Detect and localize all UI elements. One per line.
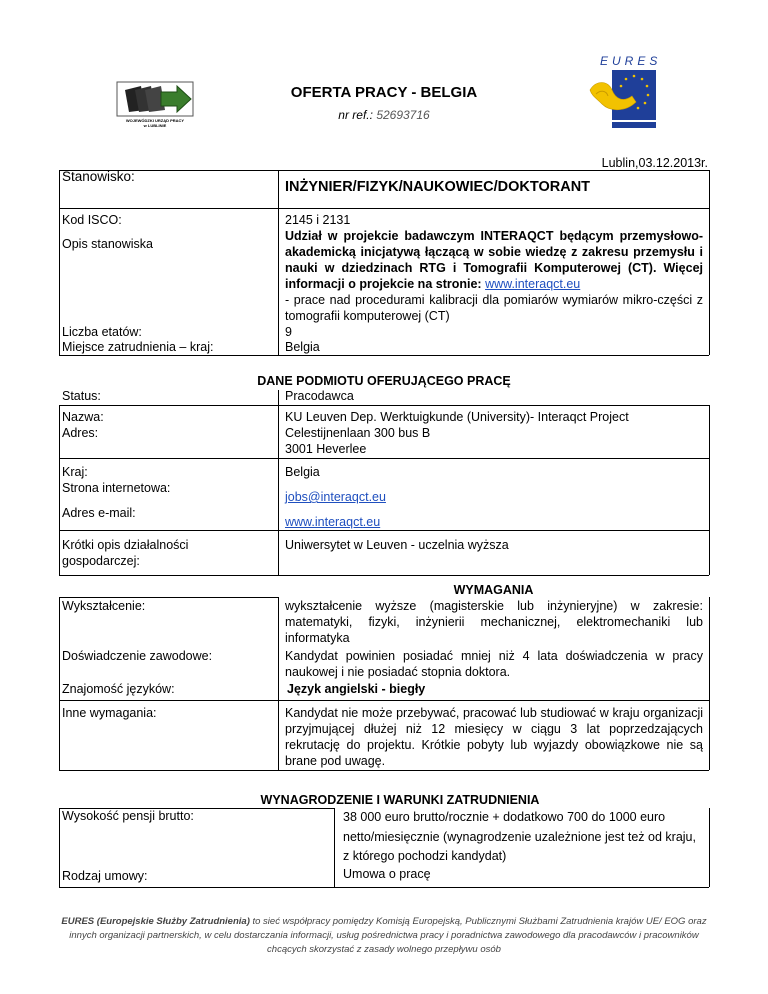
strona-label: Strona internetowa: xyxy=(62,481,171,495)
email-label: Adres e-mail: xyxy=(62,506,136,520)
pensja-value: 38 000 euro brutto/rocznie + dodatkowo 700 do 1000 euro netto/miesięcznie (wynagrodzenie uzależnione jest też od kraju, z którego pochodzi kandydat) xyxy=(343,810,696,863)
dzialalnosc-value: Uniwersytet w Leuven - uczelnia wyższa xyxy=(285,538,509,552)
page-title: OFERTA PRACY - BELGIA xyxy=(290,84,478,101)
etaty-label: Liczba etatów: xyxy=(62,325,142,339)
opis-value xyxy=(285,228,703,324)
isco-label: Kod ISCO: xyxy=(62,213,122,227)
wyksztalcenie-label: Wykształcenie: xyxy=(62,599,146,613)
inne-value: Kandydat nie może przebywać, pracować lub studiować w kraju organizacji przyjmującej dłużej niż 12 miesięcy w ciągu 3 lat poprzedzających rekrutację do projektu. Krótkie pobyty lub wyjazdy obowiązkowe nie są brane pod uwagę. xyxy=(285,706,703,768)
doswiadczenie-label: Doświadczenie zawodowe: xyxy=(62,649,213,663)
doswiadczenie-value: Kandydat powinien posiadać mniej niż 4 lata doświadczenia w pracy naukowej i nie posiadać stopnia doktora. xyxy=(285,649,703,679)
nazwa-value: KU Leuven Dep. Werktuigkunde (University)- Interaqct Project xyxy=(285,410,629,424)
reference-number: nr ref.: 52693716 xyxy=(338,108,430,122)
opis-project-link[interactable]: www.interaqct.eu xyxy=(485,277,581,291)
inne-label: Inne wymagania: xyxy=(62,706,157,720)
kraj-value: Belgia xyxy=(285,465,320,479)
status-label: Status: xyxy=(62,389,101,403)
eures-logo xyxy=(582,50,662,130)
umowa-value: Umowa o pracę xyxy=(343,867,431,881)
jezyki-label: Znajomość języków: xyxy=(62,682,175,696)
opis-bold-text: Udział w projekcie badawczym INTERAQCT będącym przemysłowo-akademicką inicjatywą łączącą w sobie wiedzę z zakresu przemysłu i nauki w dziedzinach RTG i Tomografii Komputerowej (CT). Więcej informacji o projekcie na stronie: xyxy=(285,229,703,291)
kraj-label: Kraj: xyxy=(62,465,88,479)
etaty-value: 9 xyxy=(285,325,292,339)
miejsce-value: Belgia xyxy=(285,340,320,354)
dzialalnosc-label: Krótki opis działalności gospodarczej: xyxy=(62,538,189,568)
isco-value: 2145 i 2131 xyxy=(285,213,351,227)
wup-logo xyxy=(115,80,195,135)
stanowisko-label: Stanowisko: xyxy=(62,169,135,184)
wyksztalcenie-value: wykształcenie wyższe (magisterskie lub inżynieryjne) w zakresie: matematyki, fizyki, inżynierii mechanicznej, elektromechaniki lub informatyka xyxy=(285,599,703,645)
umowa-label: Rodzaj umowy: xyxy=(62,869,148,883)
salary-section-title: WYNAGRODZENIE I WARUNKI ZATRUDNIENIA xyxy=(260,793,540,807)
adres-line-2: 3001 Heverlee xyxy=(285,442,367,456)
opis-normal-text: - prace nad procedurami kalibracji dla pomiarów wymiarów mikro-części z tomografii komputerowej (CT) xyxy=(285,293,703,323)
miejsce-label: Miejsce zatrudnienia – kraj: xyxy=(62,340,214,354)
email-link[interactable]: www.interaqct.eu xyxy=(285,515,381,529)
pensja-label: Wysokość pensji brutto: xyxy=(62,809,194,823)
strona-link[interactable]: jobs@interaqct.eu xyxy=(285,490,386,504)
issue-date: Lublin,03.12.2013r. xyxy=(601,156,708,170)
status-value: Pracodawca xyxy=(285,389,354,403)
eures-footer-note: EURES (Europejskie Służby Zatrudnienia) to sieć współpracy pomiędzy Komisją Europejską, Publicznymi Służbami Zatrudnienia krajów UE/ EOG oraz innych organizacji partnerskich, w celu dostarczania informacji, usług pośrednictwa pracy i poradnictwa zawodowego dla pracodawców i pracowników chcących skorzystać z zasady wolnego przepływu osób xyxy=(61,916,707,955)
nazwa-label: Nazwa: xyxy=(62,410,104,424)
adres-label: Adres: xyxy=(62,426,99,440)
employer-section-title: DANE PODMIOTU OFERUJĄCEGO PRACĘ xyxy=(257,374,511,388)
eures-logo-icon xyxy=(582,50,658,130)
requirements-section-title: WYMAGANIA xyxy=(453,583,534,597)
adres-line-1: Celestijnenlaan 300 bus B xyxy=(285,426,431,440)
stanowisko-value: INŻYNIER/FIZYK/NAUKOWIEC/DOKTORANT xyxy=(285,179,591,195)
wup-logo-text: WOJEWÓDZKI URZĄD PRACY w LUBLINIE xyxy=(125,118,185,128)
opis-label: Opis stanowiska xyxy=(62,237,154,251)
jezyki-value: Język angielski - biegły xyxy=(287,682,426,696)
eures-logo-text: EURES xyxy=(600,54,662,68)
